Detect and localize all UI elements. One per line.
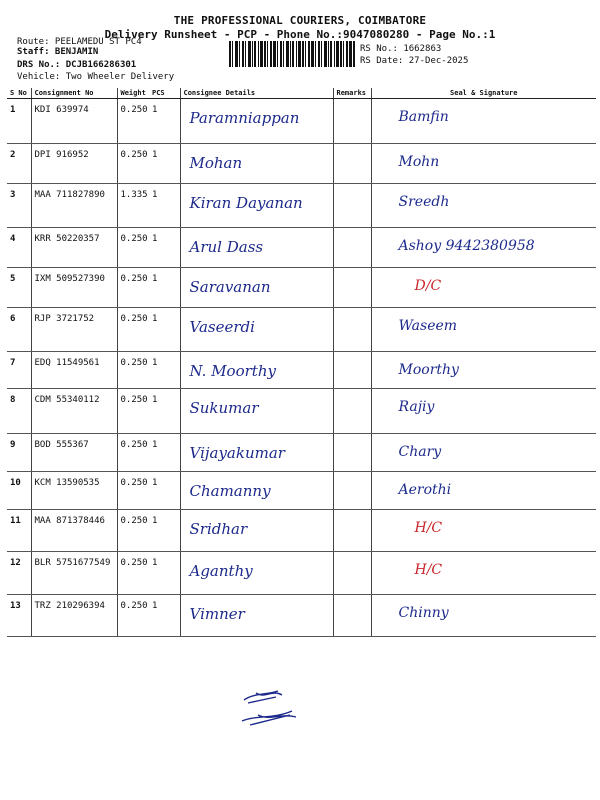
row-consignment-cell — [31, 389, 117, 434]
row-consignment-cell — [31, 510, 117, 552]
row-sno: 1 — [10, 105, 16, 115]
row-pcs-cell — [149, 510, 180, 552]
row-consignee: Saravanan — [189, 278, 271, 296]
table-row — [7, 308, 596, 352]
row-consignment: MAA 871378446 — [34, 516, 105, 526]
row-signature-cell — [371, 352, 596, 389]
row-signature-cell — [371, 389, 596, 434]
row-signature: H/C — [414, 520, 443, 536]
row-consignment-cell — [31, 99, 117, 144]
row-pcs: 1 — [152, 516, 158, 526]
table-row — [7, 552, 596, 595]
row-consignment-cell — [31, 268, 117, 308]
row-sno: 12 — [10, 558, 21, 568]
row-consignee-cell — [180, 552, 333, 595]
col-consignment: Consignment No — [31, 88, 117, 99]
row-signature-cell — [371, 552, 596, 595]
row-consignee: Sukumar — [189, 399, 259, 417]
row-sno-cell — [7, 308, 31, 352]
barcode — [229, 41, 356, 67]
row-consignee: Arul Dass — [189, 238, 264, 256]
row-sno-cell — [7, 268, 31, 308]
row-pcs: 1 — [152, 314, 158, 324]
runsheet-title: Delivery Runsheet - PCP - Phone No.:9047080280 - Page No.:1 — [104, 28, 496, 41]
route-label: Route: PEELAMEDU ST PC4 — [17, 37, 142, 47]
row-weight: 0.250 — [120, 274, 148, 284]
row-weight: 0.250 — [120, 314, 148, 324]
table-row — [7, 472, 596, 510]
row-weight: 0.250 — [120, 234, 148, 244]
vehicle-label: Vehicle: Two Wheeler Delivery — [17, 72, 175, 82]
row-consignee-cell — [180, 228, 333, 268]
row-pcs-cell — [149, 99, 180, 144]
row-consignment: KCM 13590535 — [34, 478, 100, 488]
row-signature: Chinny — [398, 605, 449, 621]
rs-date: RS Date: 27-Dec-2025 — [360, 56, 469, 66]
row-sno: 7 — [10, 358, 16, 368]
table-row — [7, 352, 596, 389]
row-consignment: BOD 555367 — [34, 440, 89, 450]
row-pcs: 1 — [152, 358, 158, 368]
row-weight: 0.250 — [120, 395, 148, 405]
row-sno-cell — [7, 510, 31, 552]
row-signature: Mohn — [398, 154, 440, 170]
row-pcs-cell — [149, 228, 180, 268]
row-consignee: Mohan — [189, 154, 243, 172]
row-signature: Chary — [398, 444, 442, 460]
table-row — [7, 144, 596, 184]
table-row — [7, 268, 596, 308]
row-consignment: KRR 50220357 — [34, 234, 100, 244]
row-sno: 3 — [10, 190, 16, 200]
col-weight: Weight — [117, 88, 149, 99]
row-consignment-cell — [31, 308, 117, 352]
row-sno: 13 — [10, 601, 21, 611]
row-pcs-cell — [149, 308, 180, 352]
col-consignee: Consignee Details — [180, 88, 333, 99]
row-remarks-cell — [333, 472, 371, 510]
row-consignee-cell — [180, 510, 333, 552]
row-consignee: Paramniappan — [189, 109, 300, 127]
table-row — [7, 184, 596, 228]
table-row — [7, 389, 596, 434]
row-weight: 0.250 — [120, 516, 148, 526]
row-weight: 0.250 — [120, 358, 148, 368]
col-pcs: PCS — [149, 88, 180, 99]
row-pcs: 1 — [152, 601, 158, 611]
row-weight-cell — [117, 389, 149, 434]
row-remarks-cell — [333, 144, 371, 184]
row-sno-cell — [7, 352, 31, 389]
table-header — [7, 88, 596, 99]
row-sno-cell — [7, 595, 31, 637]
row-signature: Ashoy 9442380958 — [398, 238, 535, 254]
row-consignment: BLR 5751677549 — [34, 558, 111, 568]
row-consignment: TRZ 210296394 — [34, 601, 105, 611]
row-weight-cell — [117, 144, 149, 184]
row-consignee-cell — [180, 99, 333, 144]
row-consignment-cell — [31, 184, 117, 228]
row-pcs: 1 — [152, 395, 158, 405]
row-remarks-cell — [333, 434, 371, 472]
table-row — [7, 510, 596, 552]
row-signature: D/C — [414, 278, 442, 294]
row-signature-cell — [371, 472, 596, 510]
row-pcs: 1 — [152, 558, 158, 568]
row-weight-cell — [117, 552, 149, 595]
row-consignee: Sridhar — [189, 520, 248, 538]
row-signature: Waseem — [398, 318, 458, 334]
row-signature-cell — [371, 595, 596, 637]
row-pcs-cell — [149, 144, 180, 184]
row-consignment-cell — [31, 472, 117, 510]
row-consignee-cell — [180, 184, 333, 228]
row-signature: Sreedh — [398, 194, 450, 210]
row-pcs-cell — [149, 472, 180, 510]
row-weight-cell — [117, 352, 149, 389]
row-sno: 6 — [10, 314, 16, 324]
row-consignment-cell — [31, 352, 117, 389]
row-remarks-cell — [333, 184, 371, 228]
row-signature-cell — [371, 144, 596, 184]
row-consignee: Chamanny — [189, 482, 271, 500]
row-pcs: 1 — [152, 105, 158, 115]
row-consignment: CDM 55340112 — [34, 395, 100, 405]
row-weight-cell — [117, 472, 149, 510]
rs-number: RS No.: 1662863 — [360, 44, 442, 54]
row-consignee: N. Moorthy — [189, 362, 276, 380]
row-signature: H/C — [414, 562, 443, 578]
col-signature: Seal & Signature — [371, 88, 596, 99]
row-signature-cell — [371, 99, 596, 144]
row-remarks-cell — [333, 552, 371, 595]
drs-number: DRS No.: DCJB166286301 — [17, 60, 137, 70]
row-consignee-cell — [180, 389, 333, 434]
row-consignee-cell — [180, 472, 333, 510]
row-remarks-cell — [333, 352, 371, 389]
row-consignee: Vimner — [189, 605, 245, 623]
row-consignee: Vaseerdi — [189, 318, 255, 336]
row-sno: 10 — [10, 478, 21, 488]
row-signature: Aerothi — [398, 482, 452, 498]
row-signature-cell — [371, 434, 596, 472]
row-signature: Rajiy — [398, 399, 435, 415]
row-weight: 0.250 — [120, 558, 148, 568]
row-remarks-cell — [333, 389, 371, 434]
row-signature-cell — [371, 228, 596, 268]
table-row — [7, 595, 596, 637]
row-pcs: 1 — [152, 440, 158, 450]
row-weight: 0.250 — [120, 105, 148, 115]
row-weight-cell — [117, 510, 149, 552]
row-weight: 0.250 — [120, 150, 148, 160]
row-weight: 0.250 — [120, 601, 148, 611]
row-sno-cell — [7, 389, 31, 434]
row-consignee-cell — [180, 434, 333, 472]
row-weight-cell — [117, 595, 149, 637]
row-remarks-cell — [333, 268, 371, 308]
row-consignment-cell — [31, 144, 117, 184]
row-consignee-cell — [180, 268, 333, 308]
row-consignment-cell — [31, 434, 117, 472]
row-weight-cell — [117, 268, 149, 308]
row-consignee: Aganthy — [189, 562, 253, 580]
row-remarks-cell — [333, 228, 371, 268]
row-consignee-cell — [180, 308, 333, 352]
row-sno: 4 — [10, 234, 16, 244]
row-consignment: EDQ 11549561 — [34, 358, 100, 368]
bottom-scribble-mark — [236, 685, 306, 730]
row-sno-cell — [7, 184, 31, 228]
row-consignment: MAA 711827890 — [34, 190, 105, 200]
row-weight-cell — [117, 308, 149, 352]
row-pcs: 1 — [152, 234, 158, 244]
row-pcs: 1 — [152, 478, 158, 488]
row-weight-cell — [117, 184, 149, 228]
row-pcs-cell — [149, 595, 180, 637]
row-signature: Moorthy — [398, 362, 459, 378]
staff-label: Staff: BENJAMIN — [17, 47, 99, 57]
row-sno-cell — [7, 472, 31, 510]
row-consignee: Kiran Dayanan — [189, 194, 303, 212]
row-remarks-cell — [333, 308, 371, 352]
row-pcs-cell — [149, 268, 180, 308]
row-sno: 8 — [10, 395, 16, 405]
row-sno-cell — [7, 144, 31, 184]
row-sno: 9 — [10, 440, 16, 450]
row-sno: 5 — [10, 274, 16, 284]
row-signature-cell — [371, 308, 596, 352]
table-row — [7, 99, 596, 144]
row-weight: 1.335 — [120, 190, 148, 200]
row-sno-cell — [7, 552, 31, 595]
row-remarks-cell — [333, 595, 371, 637]
runsheet-table — [7, 88, 596, 637]
row-weight-cell — [117, 434, 149, 472]
row-consignment: RJP 3721752 — [34, 314, 95, 324]
row-remarks-cell — [333, 99, 371, 144]
row-signature-cell — [371, 184, 596, 228]
row-pcs-cell — [149, 552, 180, 595]
row-pcs-cell — [149, 184, 180, 228]
row-signature-cell — [371, 268, 596, 308]
row-consignment-cell — [31, 595, 117, 637]
table-row — [7, 228, 596, 268]
row-weight: 0.250 — [120, 440, 148, 450]
row-signature: Bamfin — [398, 109, 449, 125]
row-consignee-cell — [180, 144, 333, 184]
row-pcs: 1 — [152, 150, 158, 160]
row-weight-cell — [117, 99, 149, 144]
row-pcs: 1 — [152, 190, 158, 200]
row-consignee-cell — [180, 595, 333, 637]
row-pcs-cell — [149, 352, 180, 389]
col-sno: S No — [7, 88, 31, 99]
table-row — [7, 434, 596, 472]
row-pcs-cell — [149, 434, 180, 472]
row-consignment: DPI 916952 — [34, 150, 89, 160]
row-remarks-cell — [333, 510, 371, 552]
row-weight: 0.250 — [120, 478, 148, 488]
row-signature-cell — [371, 510, 596, 552]
row-pcs-cell — [149, 389, 180, 434]
row-sno: 11 — [10, 516, 21, 526]
row-consignment-cell — [31, 228, 117, 268]
row-pcs: 1 — [152, 274, 158, 284]
row-sno: 2 — [10, 150, 16, 160]
row-consignee-cell — [180, 352, 333, 389]
company-title: THE PROFESSIONAL COURIERS, COIMBATORE — [173, 14, 427, 27]
row-weight-cell — [117, 228, 149, 268]
row-sno-cell — [7, 434, 31, 472]
row-consignment: KDI 639974 — [34, 105, 89, 115]
row-consignment: IXM 509527390 — [34, 274, 105, 284]
row-consignee: Vijayakumar — [189, 444, 285, 462]
row-sno-cell — [7, 99, 31, 144]
row-consignment-cell — [31, 552, 117, 595]
row-sno-cell — [7, 228, 31, 268]
col-remarks: Remarks — [333, 88, 371, 99]
